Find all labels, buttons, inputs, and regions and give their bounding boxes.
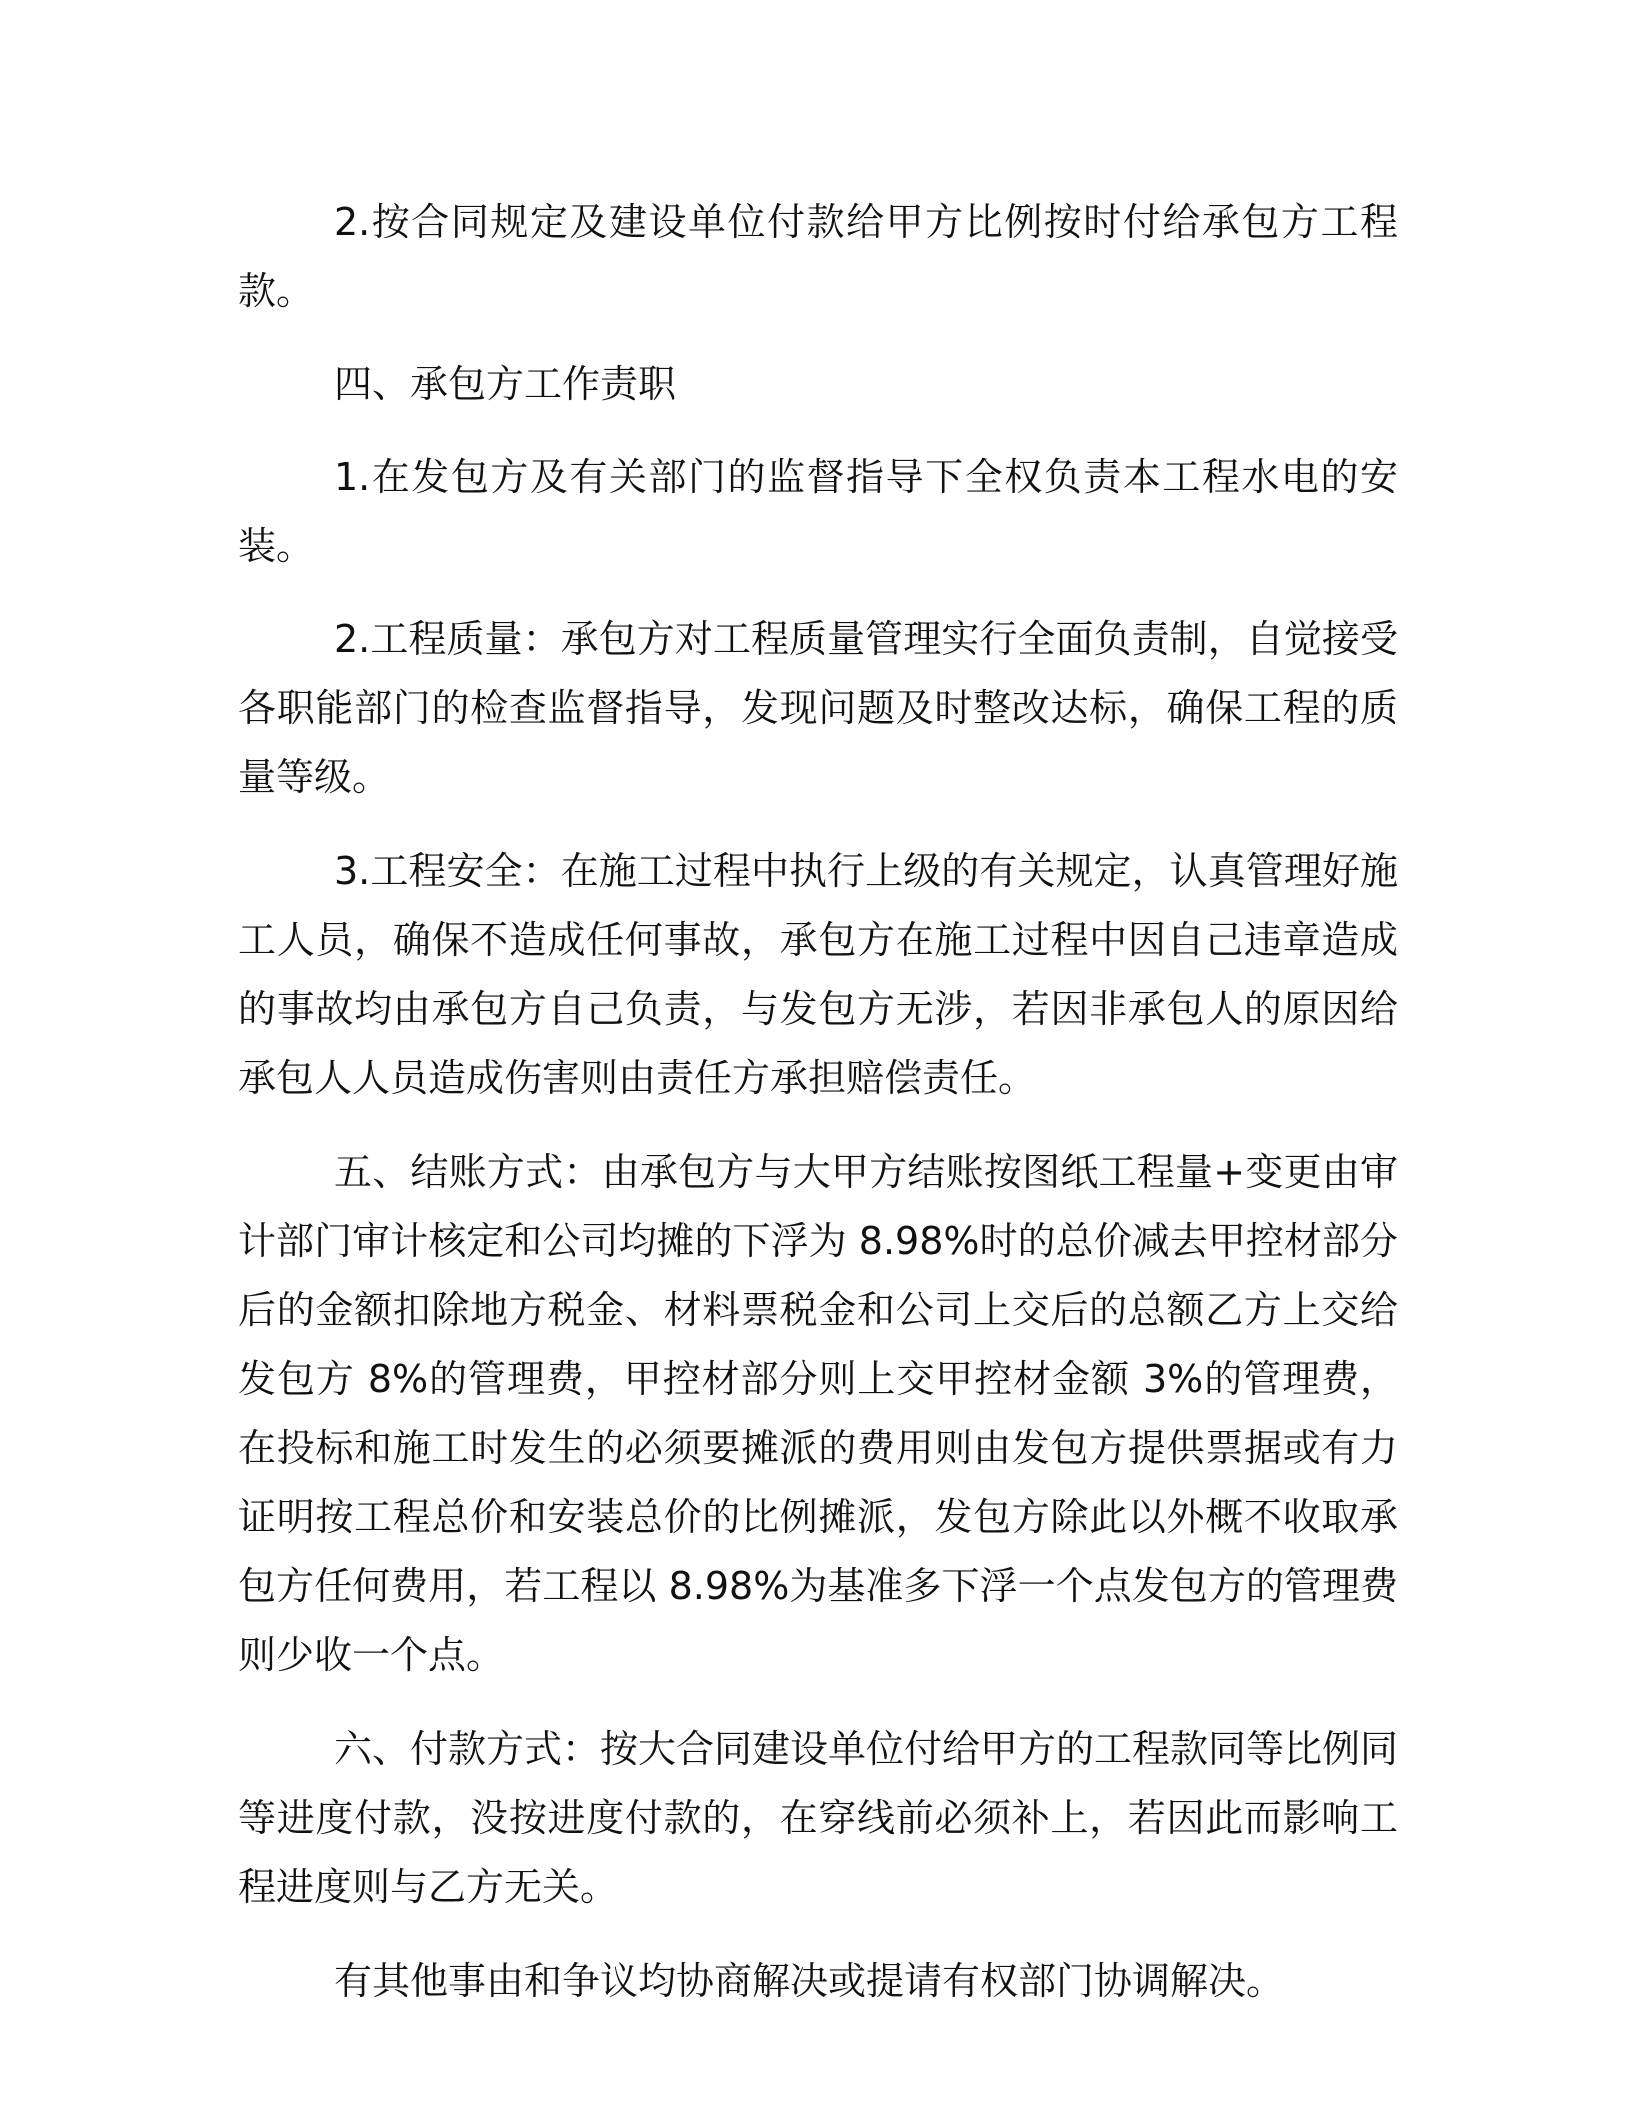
document-body <box>238 188 1398 2016</box>
paragraph-duty-safety: 3.工程安全：在施工过程中执行上级的有关规定，认真管理好施工人员，确保不造成任何事故，承包方在施工过程中因自己违章造成的事故均由承包方自己负责，与发包方无涉，若因非承包人的原因给承包人人员造成伤害则由责任方承担赔偿责任。 <box>238 849 1398 1100</box>
paragraph-dispute-resolution: 有其他事由和争议均协商解决或提请有权部门协调解决。 <box>334 1959 1285 2003</box>
paragraph-duty-installation: 1.在发包方及有关部门的监督指导下全权负责本工程水电的安装。 <box>238 455 1398 568</box>
paragraph-payment-method: 六、付款方式：按大合同建设单位付给甲方的工程款同等比例同等进度付款，没按进度付款的，在穿线前必须补上，若因此而影响工程进度则与乙方无关。 <box>238 1727 1399 1909</box>
paragraph-duty-quality: 2.工程质量：承包方对工程质量管理实行全面负责制，自觉接受各职能部门的检查监督指导，发现问题及时整改达标，确保工程的质量等级。 <box>238 617 1398 799</box>
paragraph-settlement-method: 五、结账方式：由承包方与大甲方结账按图纸工程量+变更由审计部门审计核定和公司均摊的下浮为 8.98%时的总价减去甲控材部分后的金额扣除地方税金、材料票税金和公司上交后的总额乙方上交给发包方 8%的管理费，甲控材部分则上交甲控材金额 3%的管理费，在投标和施工时发生的必须要摊派的费用则由发包方提供票据或有力证明按工程总价和安装总价的比例摊派，发包方除此以外概不收取承包方任何费用，若工程以 8.98%为基准多下浮一个点发包方的管理费则少收一个点。 <box>238 1150 1398 1677</box>
section-heading-contractor-duties: 四、承包方工作责职 <box>334 362 677 406</box>
paragraph-payment-timing: 2.按合同规定及建设单位付款给甲方比例按时付给承包方工程款。 <box>238 200 1398 313</box>
